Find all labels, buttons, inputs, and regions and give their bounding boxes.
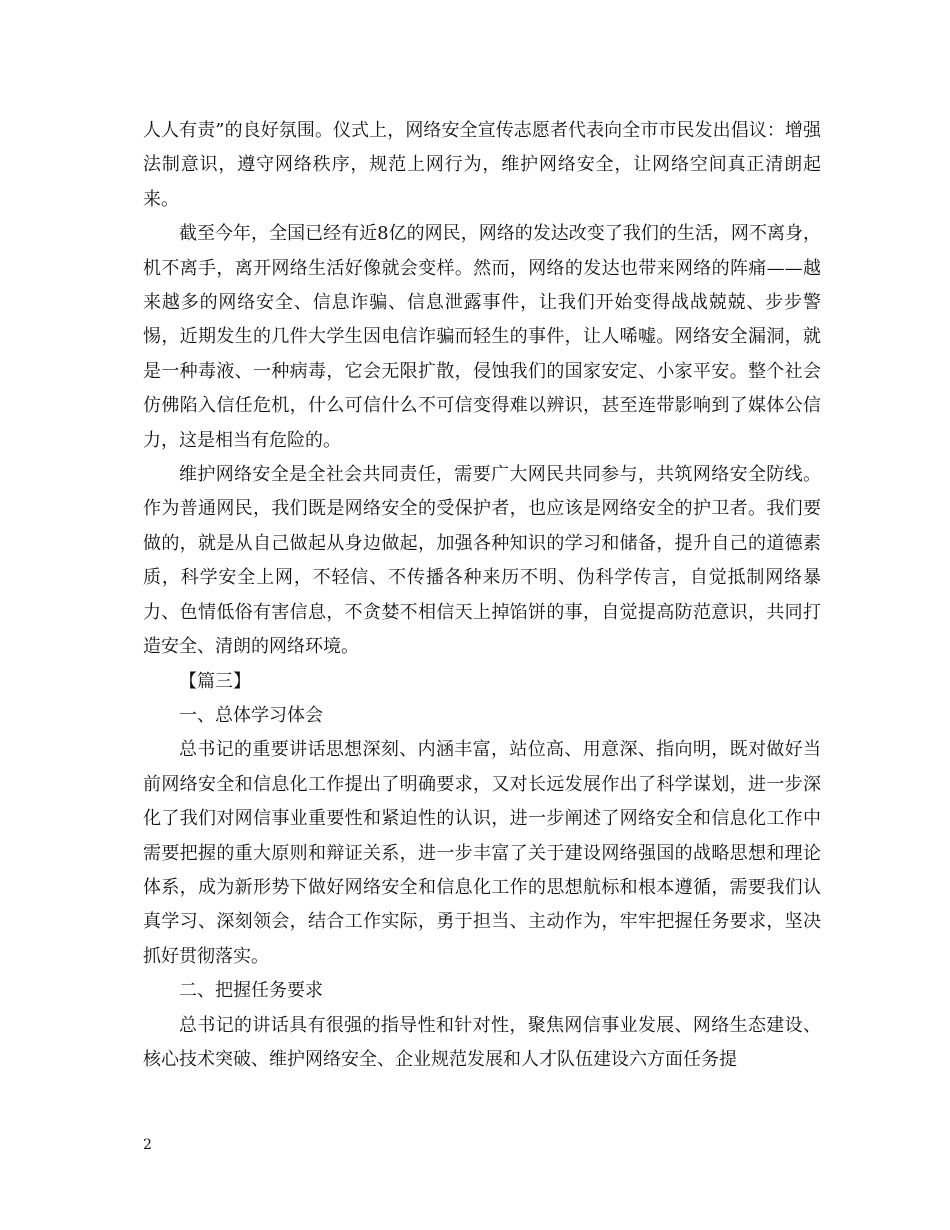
subheading-task-requirements: 二、把握任务要求 bbox=[179, 980, 323, 1002]
paragraph-responsibility: 维护网络安全是全社会共同责任，需要广大网民共同参与，共筑网络安全防线。作为普通网民，我们既是网络安全的受保护者，也应该是网络安全的护卫者。我们要做的，就是从自己做起从身边做起，加强各种知识的学习和储备，提升自己的道德素质，科学安全上网，不轻信、不传播各种来历不明、伪科学传言，自觉抵制网络暴力、色情低俗有害信息，不贪婪不相信天上掉馅饼的事，自觉提高防范意识，共同打造安全、清朗的网络环境。 bbox=[143, 464, 821, 658]
paragraph-continuation: 人人有责”的良好氛围。仪式上，网络安全宣传志愿者代表向全市市民发出倡议：增强法制意识，遵守网络秩序，规范上网行为，维护网络安全，让网络空间真正清朗起来。 bbox=[143, 120, 821, 210]
document-body bbox=[143, 114, 821, 1077]
section-title-part-three: 【篇三】 bbox=[179, 670, 251, 692]
paragraph-netizens: 截至今年，全国已经有近8亿的网民，网络的发达改变了我们的生活，网不离身，机不离手，离开网络生活好像就会变样。然而，网络的发达也带来网络的阵痛——越来越多的网络安全、信息诈骗、信息泄露事件，让我们开始变得战战兢兢、步步警惕，近期发生的几件大学生因电信诈骗而轻生的事件，让人唏嘘。网络安全漏洞，就是一种毒液、一种病毒，它会无限扩散，侵蚀我们的国家安定、小家平安。整个社会仿佛陷入信任危机，什么可信什么不可信变得难以辨识，甚至连带影响到了媒体公信力，这是相当有危险的。 bbox=[143, 223, 821, 451]
page-number: 2 bbox=[143, 1137, 152, 1153]
subheading-overall-experience: 一、总体学习体会 bbox=[179, 704, 323, 726]
paragraph-six-tasks: 总书记的讲话具有很强的指导性和针对性，聚焦网信事业发展、网络生态建设、核心技术突破、维护网络安全、企业规范发展和人才队伍建设六方面任务提 bbox=[143, 1014, 821, 1070]
paragraph-speech-summary: 总书记的重要讲话思想深刻、内涵丰富，站位高、用意深、指向明，既对做好当前网络安全和信息化工作提出了明确要求，又对长远发展作出了科学谋划，进一步深化了我们对网信事业重要性和紧迫性的认识，进一步阐述了网络安全和信息化工作中需要把握的重大原则和辩证关系，进一步丰富了关于建设网络强国的战略思想和理论体系，成为新形势下做好网络安全和信息化工作的思想航标和根本遵循，需要我们认真学习、深刻领会，结合工作实际，勇于担当、主动作为，牢牢把握任务要求，坚决抓好贯彻落实。 bbox=[143, 739, 821, 967]
